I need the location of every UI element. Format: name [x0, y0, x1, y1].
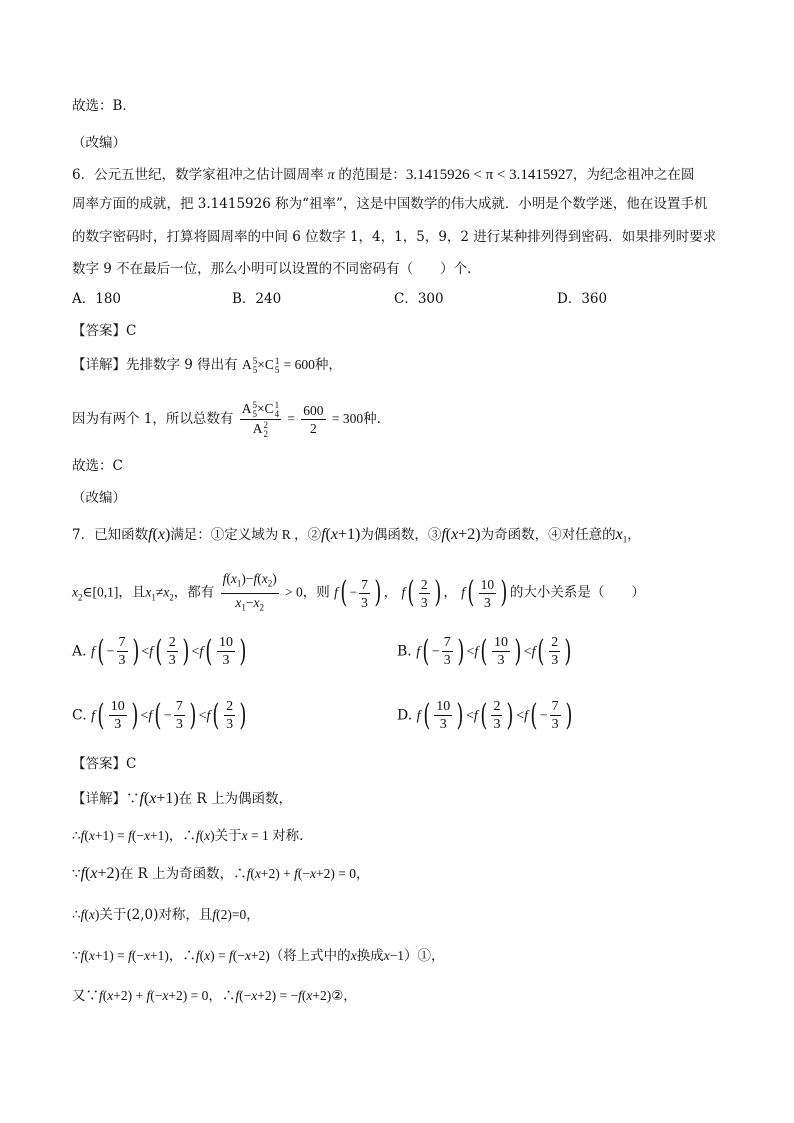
option-d: D．360: [557, 291, 608, 307]
answer-label: 【答案】C: [72, 323, 137, 339]
option-c: C. f( $\frac{10}{3}$ ) <f( − $\frac{7}{3}$ ) <f( $\frac{2}{3}$ ): [72, 697, 247, 733]
detail-line-6: 又∵f(x+2) + f(−x+2) = 0，∴f(−x+2) = −f(x+2)②，: [72, 988, 357, 1004]
source-note: （改编）: [72, 490, 126, 506]
detail-line-4: ∴f(x)关于(2,0)对称，且f(2)=0，: [72, 907, 260, 923]
option-d: D. f( $\frac{10}{3}$ ) <f( $\frac{2}{3}$ ) <f( − $\frac{7}{3}$ ): [397, 697, 572, 733]
question-6-line-2: 周率方面的成就，把 3.1415926 称为“祖率”，这是中国数学的伟大成就．小明是个数学迷，他在设置手机: [72, 196, 708, 212]
question-6-line-1: 6．公元五世纪，数学家祖冲之估计圆周率 π 的范围是：3.1415926 < π < 3.1415927，为纪念祖冲之在圆: [72, 167, 695, 183]
question-6-line-3: 的数字密码时，打算将圆周率的中间 6 位数字 1，4，1，5，9，2 进行某种排列得到密码．如果排列时要求: [72, 229, 717, 245]
option-a: A．180: [72, 291, 122, 307]
text-line: 故选：B．: [72, 98, 136, 114]
conclusion: 故选：C: [72, 458, 123, 474]
detail-line-1: 【详解】先排数字 9 得出有 A 5 5 ×C 1 5 = 600种，: [72, 355, 342, 375]
answer-label: 【答案】C: [72, 756, 137, 772]
detail-line-2: 因为有两个 1，所以总数有 A 5 5 ×C 1 4 A 2 2 = $\frac{600}{2}$ = 300种.: [72, 399, 381, 439]
question-7-line-1: 7．已知函数f(x)满足：①定义域为 R ，②f(x+1)为偶函数，③f(x+2)为奇函数，④对任意的$x_1$，: [72, 526, 641, 545]
option-b: B．240: [232, 291, 282, 307]
detail-line-2: ∴f(x+1) = f(−x+1)，∴f(x)关于x = 1 对称.: [72, 828, 304, 844]
detail-line-3: ∵f(x+2)在 R 上为奇函数，∴f(x+2) + f(−x+2) = 0，: [72, 865, 370, 882]
option-a: A. f( − $\frac{7}{3}$ ) <f( $\frac{2}{3}$ ) <f( $\frac{10}{3}$ ): [72, 633, 247, 669]
option-b: B. f( − $\frac{7}{3}$ ) <f( $\frac{10}{3}$ ) <f( $\frac{2}{3}$ ): [397, 633, 572, 669]
source-note: （改编）: [72, 135, 126, 151]
detail-line-5: ∵f(x+1) = f(−x+1)，∴f(x) = f(−x+2)（将上式中的x换成x−1）①，: [72, 948, 445, 964]
option-c: C．300: [394, 291, 444, 307]
question-6-line-4: 数字 9 不在最后一位，那么小明可以设置的不同密码有（ ）个．: [72, 261, 481, 277]
question-7-line-2: $x_2\in[0,1]$，且$x_1\ne x_2$，都有 $\frac{f(x_1)-f(x_2)}{x_1-x_2}$ > 0，则 f( − $\frac{7}{3}$ ) ， f( $\frac{2}{3}$ ) ， f( $\frac{10}{3}$ ) 的大小关系是（ ）: [72, 571, 645, 613]
detail-line-1: 【详解】∵f(x+1)在 R 上为偶函数，: [72, 790, 292, 807]
